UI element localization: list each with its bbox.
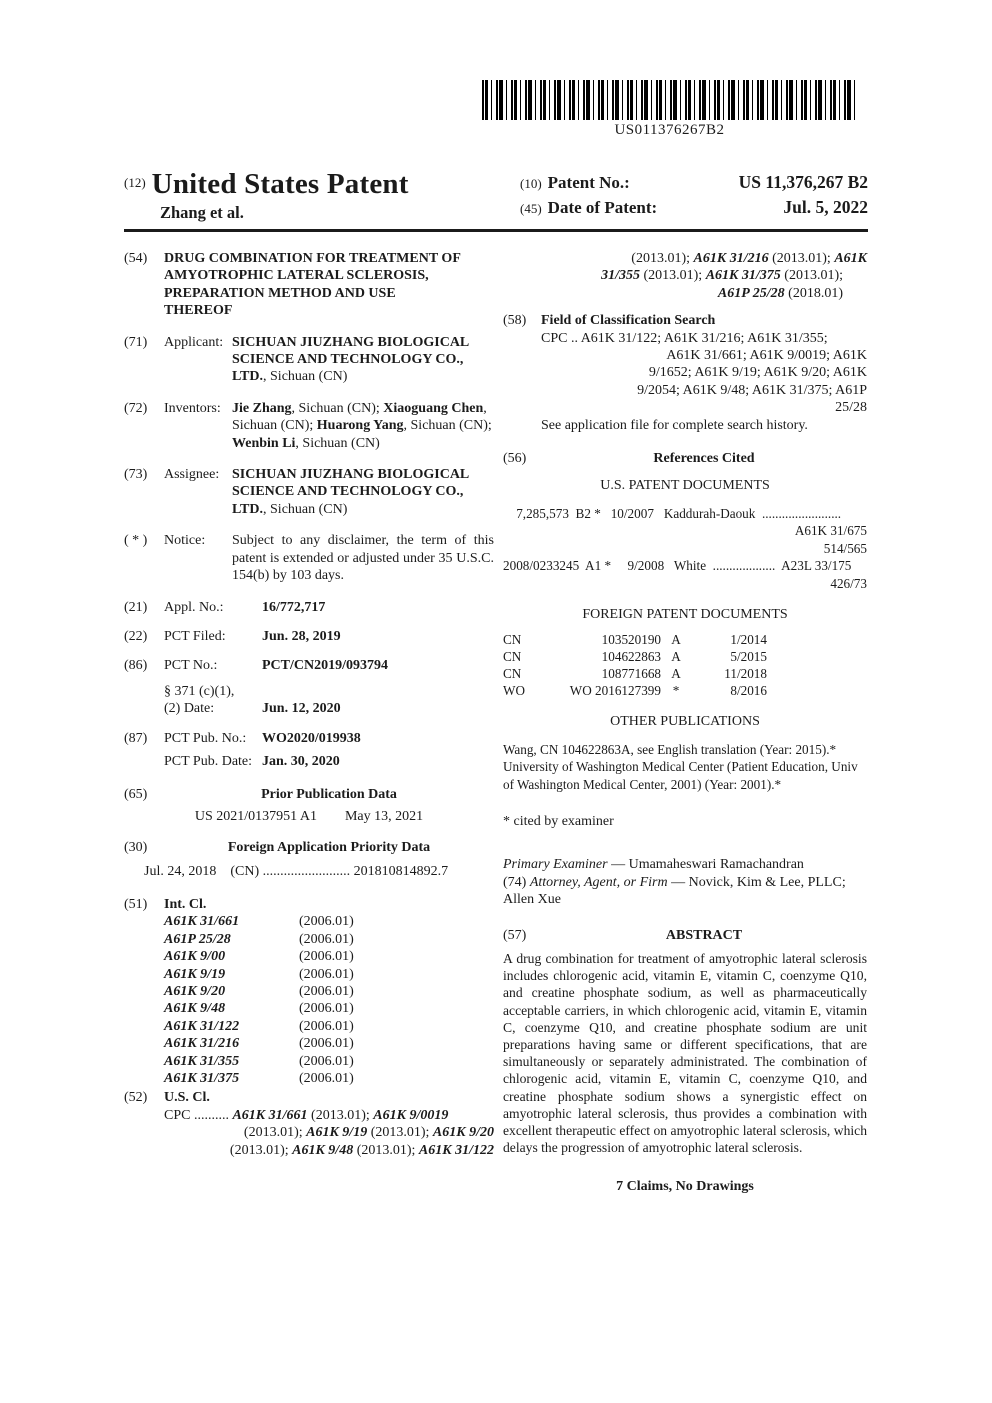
pct-pub-no-label: PCT Pub. No.: xyxy=(164,730,247,746)
int-cl-code: A61K 9/48 xyxy=(164,1001,226,1017)
applicant-label: Applicant: xyxy=(164,334,224,350)
int-cl-row xyxy=(164,1053,494,1070)
cited-by-examiner-note: * cited by examiner xyxy=(503,813,614,829)
foreign-doc-row xyxy=(503,682,867,699)
patent-no-value: US 11,376,267 B2 xyxy=(738,172,868,192)
notice-label: Notice: xyxy=(164,533,206,549)
section-notice xyxy=(124,532,494,584)
int-cl-block xyxy=(164,896,494,1087)
patent-no-label: Patent No.: xyxy=(547,173,630,192)
applicant-value: SICHUAN JIUZHANG BIOLOGICAL SCIENCE AND TECHNOLOGY CO., LTD., Sichuan (CN) xyxy=(232,334,469,385)
section-pct-pub-87 xyxy=(124,730,494,747)
foreign-country: CN xyxy=(503,632,522,648)
field-57-num: (57) xyxy=(503,927,527,943)
int-cl-heading: Int. Cl. xyxy=(164,896,207,912)
cpc-cont-line3: A61P 25/28 (2018.01) xyxy=(717,285,843,301)
field-54-num: (54) xyxy=(124,251,148,266)
other-publications xyxy=(503,741,867,793)
int-cl-row xyxy=(164,966,494,983)
search-cpc-line2: A61K 31/661; A61K 9/0019; A61K xyxy=(666,348,867,364)
field-87-num: (87) xyxy=(124,730,148,746)
int-cl-row xyxy=(164,913,494,930)
371-date-label: (2) Date: xyxy=(164,701,215,717)
date-of-patent-row xyxy=(520,197,868,218)
field-73-num: (73) xyxy=(124,467,148,483)
foreign-number: WO 2016127399 xyxy=(569,683,661,699)
pct-pub-date-label: PCT Pub. Date: xyxy=(164,753,253,769)
int-cl-row xyxy=(164,983,494,1000)
foreign-kind: A xyxy=(671,649,681,665)
foreign-doc-row xyxy=(503,665,867,682)
primary-examiner-line: Primary Examiner — Umamaheswari Ramachandran xyxy=(503,857,804,873)
int-cl-row xyxy=(164,1000,494,1017)
cpc-continuation xyxy=(503,250,867,302)
int-cl-row xyxy=(164,1070,494,1087)
us-doc-row2-line1: 2008/0233245 A1 * 9/2008 White ................... A23L 33/175 xyxy=(503,558,852,574)
section-pct-filed-22 xyxy=(124,628,494,645)
foreign-date: 8/2016 xyxy=(730,683,767,699)
int-cl-ver: (2006.01) xyxy=(299,1001,354,1017)
foreign-number: 103520190 xyxy=(601,632,661,648)
search-cpc-line1: CPC .. A61K 31/122; A61K 31/216; A61K 31/355; xyxy=(541,330,828,346)
int-cl-code: A61K 9/20 xyxy=(164,984,226,999)
section-applicant-71 xyxy=(124,334,494,386)
foreign-number: 108771668 xyxy=(601,666,661,682)
us-cl-line1: CPC .......... A61K 31/661 (2013.01); A61K 9/0019 xyxy=(164,1107,449,1123)
header-left xyxy=(124,168,409,223)
us-cl-block xyxy=(164,1089,494,1159)
appl-no-value: 16/772,717 xyxy=(262,599,326,615)
inventors-value: Jie Zhang, Sichuan (CN); Xiaoguang Chen, Sichuan (CN); Huarong Yang, Sichuan (CN); Wenbin Li, Sichuan (CN) xyxy=(232,400,492,451)
header-divider xyxy=(124,229,868,232)
attorney-line: (74) Attorney, Agent, or Firm — Novick, Kim & Lee, PLLC; Allen Xue xyxy=(503,874,846,908)
section-us-cl-52 xyxy=(124,1089,494,1159)
int-cl-ver: (2006.01) xyxy=(299,984,354,999)
field-56-num: (56) xyxy=(503,451,527,467)
us-cl-line3: (2013.01); A61K 9/48 (2013.01); A61K 31/122 xyxy=(229,1142,494,1158)
section-pct-no-86 xyxy=(124,657,494,674)
field-51-num: (51) xyxy=(124,896,148,912)
foreign-kind: A xyxy=(671,666,681,682)
foreign-date: 5/2015 xyxy=(730,649,767,665)
int-cl-ver: (2006.01) xyxy=(299,949,354,965)
other-pub-1: Wang, CN 104622863A, see English translation (Year: 2015).* xyxy=(503,741,837,757)
int-cl-code: A61K 31/216 xyxy=(164,1036,240,1052)
date-code: (45) xyxy=(520,201,542,216)
int-cl-code: A61K 31/375 xyxy=(164,1071,240,1087)
foreign-kind: A xyxy=(671,632,681,648)
foreign-priority-heading: Foreign Application Priority Data xyxy=(227,840,431,856)
header-right xyxy=(520,172,868,222)
int-cl-row xyxy=(164,1018,494,1035)
invention-title: DRUG COMBINATION FOR TREATMENT OF AMYOTROPHIC LATERAL SCLEROSIS, PREPARATION METHOD AND USE THEREOF xyxy=(164,251,461,319)
int-cl-ver: (2006.01) xyxy=(299,931,354,947)
us-cl-heading: U.S. Cl. xyxy=(164,1090,210,1106)
int-cl-row xyxy=(164,948,494,965)
us-docs-heading: U.S. PATENT DOCUMENTS xyxy=(600,478,770,494)
int-cl-ver: (2006.01) xyxy=(299,966,354,982)
section-title-54 xyxy=(124,250,494,320)
us-doc-row1-line2: A61K 31/675 xyxy=(794,523,867,539)
foreign-patent-documents xyxy=(503,631,867,699)
371-date-value: Jun. 12, 2020 xyxy=(262,701,341,717)
assignee-value: SICHUAN JIUZHANG BIOLOGICAL SCIENCE AND TECHNOLOGY CO., LTD., Sichuan (CN) xyxy=(232,467,469,517)
right-column xyxy=(503,250,867,1196)
search-cpc-line4: 9/2054; A61K 9/48; A61K 31/375; A61P xyxy=(637,382,867,398)
section-prior-pub-65 xyxy=(124,786,494,803)
foreign-doc-row xyxy=(503,631,867,648)
foreign-number: 104622863 xyxy=(601,649,661,665)
section-appl-no-21 xyxy=(124,599,494,616)
prior-pub-line: US 2021/0137951 A1 May 13, 2021 xyxy=(194,808,424,824)
foreign-date: 11/2018 xyxy=(724,666,767,682)
int-cl-ver: (2006.01) xyxy=(299,1071,354,1087)
cpc-cont-line1: (2013.01); A61K 31/216 (2013.01); A61K xyxy=(631,251,867,266)
notice-num: ( * ) xyxy=(124,533,148,549)
notice-text: Subject to any disclaimer, the term of this patent is extended or adjusted under 35 U.S.C. 154(b) by 103 days. xyxy=(232,533,494,584)
search-cpc-line5: 25/28 xyxy=(835,400,867,416)
int-cl-code: A61K 31/122 xyxy=(164,1018,240,1034)
assignee-label: Assignee: xyxy=(164,467,220,483)
us-patent-documents xyxy=(503,505,867,592)
field-86-num: (86) xyxy=(124,658,148,674)
patent-number-row xyxy=(520,172,868,193)
int-cl-row xyxy=(164,1035,494,1052)
abstract-heading: ABSTRACT xyxy=(665,927,743,943)
371-date-row xyxy=(164,700,341,717)
section-inventors-72 xyxy=(124,400,494,452)
foreign-priority-line: Jul. 24, 2018 (CN) ......................... 201810814892.7 xyxy=(144,863,449,879)
int-cl-row xyxy=(164,931,494,948)
foreign-country: WO xyxy=(503,683,525,699)
int-cl-ver: (2006.01) xyxy=(299,1053,354,1069)
kind-code: (12) xyxy=(124,175,146,190)
left-column xyxy=(124,250,494,1159)
pct-pub-date-value: Jan. 30, 2020 xyxy=(262,753,340,769)
field-22-num: (22) xyxy=(124,628,148,644)
cpc-cont-line2: 31/355 (2013.01); A61K 31/375 (2013.01); xyxy=(601,268,843,284)
foreign-country: CN xyxy=(503,649,522,665)
abstract-text: A drug combination for treatment of amyotrophic lateral sclerosis includes chlorogenic acid, vitamin E, vitamin C, coenzyme Q10, and creatine phosphate sodium, as well as pharmaceutically acceptable carriers, in which chlorogenic acid, vitamin E, vitamin C, coenzyme Q10, and creatine phosphate sodium are unit preparations having same or different specifications, that are simultaneously or separately administrated. The combination of chlorogenic acid, vitamin E, vitamin C, coenzyme Q10, and creatine phosphate sodium shows a synergistic effect on amyotrophic lateral sclerosis, thus provides a combination with excellent therapeutic effect on amyotrophic lateral sclerosis, which delays the progression of amyotrophic lateral sclerosis. xyxy=(503,950,867,1156)
patent-no-code: (10) xyxy=(520,176,542,191)
us-doc-row2-line2: 426/73 xyxy=(830,575,867,591)
section-abstract-57 xyxy=(503,927,867,944)
371-line: § 371 (c)(1), xyxy=(164,683,235,699)
section-field-of-search-58 xyxy=(503,312,867,434)
section-371-date xyxy=(164,683,494,718)
foreign-country: CN xyxy=(503,666,522,682)
search-note: See application file for complete search history. xyxy=(541,417,808,433)
barcode-image xyxy=(482,80,857,120)
date-label: Date of Patent: xyxy=(547,198,658,217)
field-65-num: (65) xyxy=(124,787,148,803)
other-pubs-heading: OTHER PUBLICATIONS xyxy=(610,714,760,730)
section-pct-pub-date xyxy=(164,753,494,770)
field-30-num: (30) xyxy=(124,840,148,856)
int-cl-ver: (2006.01) xyxy=(299,1018,354,1034)
int-cl-ver: (2006.01) xyxy=(299,1036,354,1052)
inventors-label: Inventors: xyxy=(164,400,221,416)
foreign-doc-row xyxy=(503,648,867,665)
us-doc-row1-line3: 514/565 xyxy=(823,540,867,556)
appl-no-label: Appl. No.: xyxy=(164,599,224,615)
int-cl-ver: (2006.01) xyxy=(299,914,354,930)
section-int-cl-51 xyxy=(124,896,494,1087)
pct-pub-no-value: WO2020/019938 xyxy=(262,730,361,746)
section-foreign-priority-30 xyxy=(124,839,494,856)
other-pub-2: University of Washington Medical Center (Patient Education, Univ of Washington Medical Center, 2001) (Year: 2001).* xyxy=(503,759,858,792)
section-references-56 xyxy=(503,450,867,467)
int-cl-code: A61P 25/28 xyxy=(164,931,231,947)
int-cl-code: A61K 31/661 xyxy=(164,914,240,930)
field-71-num: (71) xyxy=(124,334,148,350)
references-heading: References Cited xyxy=(653,451,755,467)
barcode-number: US011376267B2 xyxy=(614,122,725,138)
int-cl-code: A61K 9/00 xyxy=(164,949,226,965)
foreign-kind: * xyxy=(672,683,680,699)
claims-drawings-line: 7 Claims, No Drawings xyxy=(616,1179,754,1195)
field-21-num: (21) xyxy=(124,599,148,615)
pct-filed-label: PCT Filed: xyxy=(164,628,226,644)
pct-no-value: PCT/CN2019/093794 xyxy=(262,658,388,674)
field-72-num: (72) xyxy=(124,400,148,416)
prior-pub-heading: Prior Publication Data xyxy=(261,787,397,803)
us-doc-row1-line1: 7,285,573 B2 * 10/2007 Kaddurah-Daouk ........................ xyxy=(503,505,842,521)
date-value: Jul. 5, 2022 xyxy=(783,197,868,217)
field-of-search-block xyxy=(541,312,867,434)
section-assignee-73 xyxy=(124,466,494,518)
371-block xyxy=(164,683,341,718)
foreign-docs-heading: FOREIGN PATENT DOCUMENTS xyxy=(582,606,788,622)
field-of-search-heading: Field of Classification Search xyxy=(541,313,716,329)
int-cl-code: A61K 9/19 xyxy=(164,966,226,982)
field-52-num: (52) xyxy=(124,1090,148,1106)
pct-no-label: PCT No.: xyxy=(164,658,218,674)
foreign-date: 1/2014 xyxy=(730,632,767,648)
search-cpc-line3: 9/1652; A61K 9/19; A61K 9/20; A61K xyxy=(648,365,867,381)
field-58-num: (58) xyxy=(503,313,527,329)
pct-filed-value: Jun. 28, 2019 xyxy=(262,628,341,644)
inventor-shortname: Zhang et al. xyxy=(160,203,244,222)
document-title: United States Patent xyxy=(151,168,409,200)
us-cl-line2: (2013.01); A61K 9/19 (2013.01); A61K 9/20 xyxy=(243,1125,494,1141)
int-cl-code: A61K 31/355 xyxy=(164,1053,240,1069)
